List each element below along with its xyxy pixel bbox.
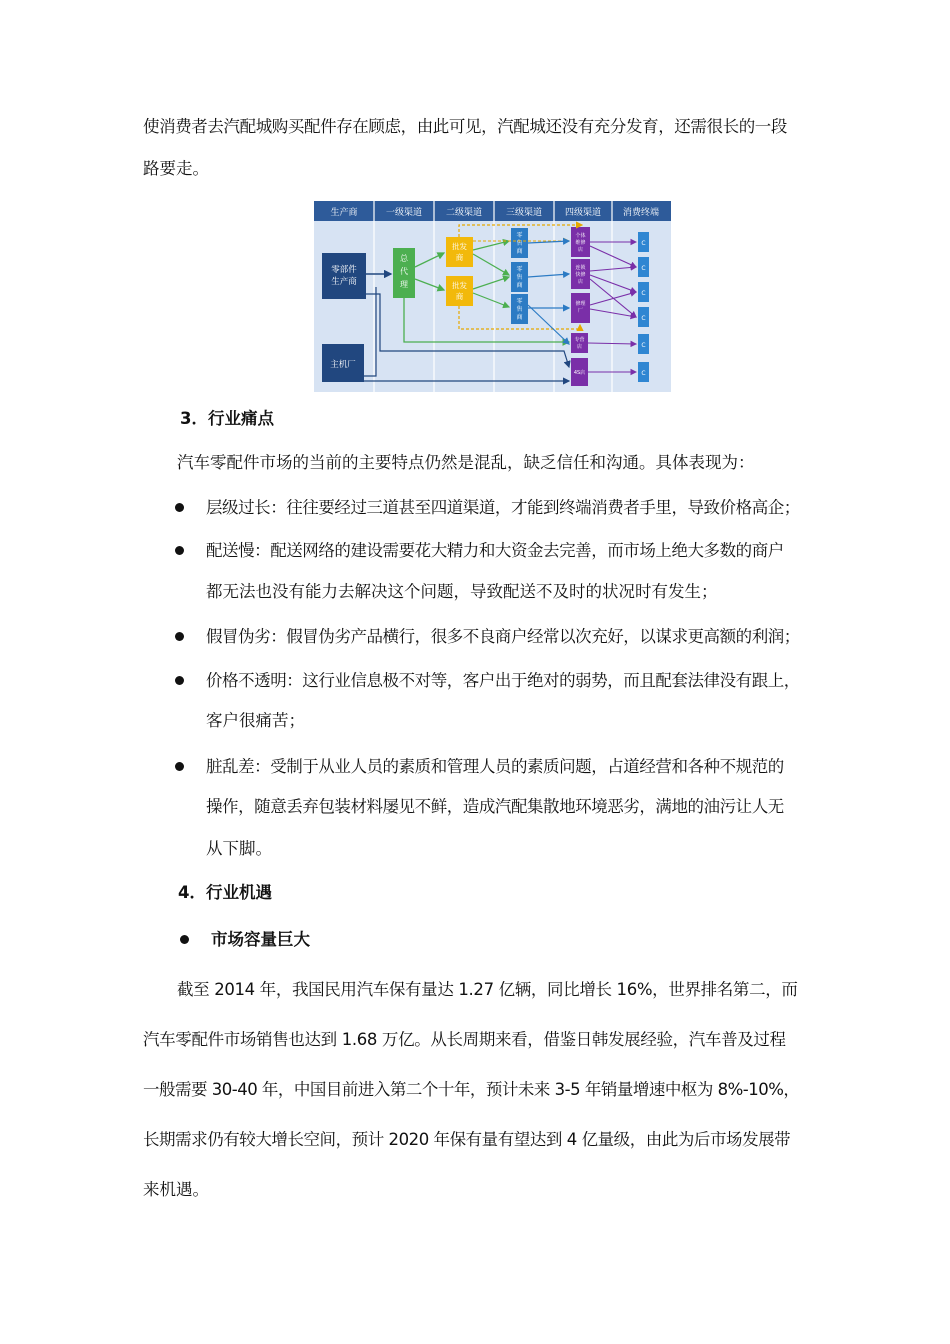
svg-text:C: C [641,240,646,247]
section3-title: 3．行业痛点 [180,409,274,428]
svg-text:店: 店 [577,279,584,285]
svg-text:零: 零 [516,298,523,305]
svg-text:零: 零 [516,232,523,239]
svg-text:商: 商 [516,282,523,289]
pain-item-1-line-1: 层级过长：往往要经过三道甚至四道渠道，才能到终端消费者手里，导致价格高企； [206,498,800,517]
svg-text:批发: 批发 [452,281,467,290]
svg-text:专营: 专营 [574,337,585,343]
svg-text:C: C [641,370,646,377]
section4-title: 4．行业机遇 [178,883,272,902]
svg-text:商: 商 [516,314,523,321]
svg-text:连锁: 连锁 [575,265,586,271]
node-oem-label: 主机厂 [330,360,356,370]
svg-text:商: 商 [455,292,464,301]
diagram-header-bar [314,201,671,221]
svg-text:C: C [641,342,646,349]
channel-diagram [314,201,671,392]
svg-text:维修: 维修 [575,240,586,246]
svg-text:商: 商 [516,248,523,255]
svg-text:个体: 个体 [575,233,586,239]
diagram-background [314,201,671,392]
svg-text:代: 代 [400,267,408,276]
svg-text:批发: 批发 [452,242,467,251]
node-parts-producer [322,253,366,299]
bullet-2 [175,546,184,555]
svg-text:店: 店 [577,247,584,253]
section4-para-line-5: 来机遇。 [143,1180,209,1199]
svg-text:厂: 厂 [577,308,584,314]
svg-text:售: 售 [516,240,523,247]
pain-item-5-line-1: 脏乱差：受制于从业人员的素质和管理人员的素质问题，占道经营和各种不规范的 [206,757,784,776]
bullet-1 [175,503,184,512]
intro-line-1: 使消费者去汽配城购买配件存在顾虑，由此可见，汽配城还没有充分发育，还需很长的一段 [143,117,788,136]
svg-text:4S店: 4S店 [573,370,586,376]
pain-item-3-line-1: 假冒伪劣：假冒伪劣产品横行，很多不良商户经常以次充好，以谋求更高额的利润； [206,627,800,646]
svg-text:快修: 快修 [575,272,586,278]
pain-item-2-line-2: 都无法也没有能力去解决这个问题，导致配送不及时的状况时有发生； [206,582,718,601]
section4-para-line-3: 一般需要 30-40 年，中国目前进入第二个十年，预计未来 3-5 年销量增速中枢为 8%-10%， [143,1080,800,1099]
section4-para-line-4: 长期需求仍有较大增长空间，预计 2020 年保有量有望达到 4 亿量级，由此为后市场发展带 [143,1130,791,1149]
node-parts-producer-label-1: 零部件 [331,265,357,275]
bullet-4 [175,676,184,685]
svg-text:C: C [641,290,646,297]
bullet-opportunity [180,935,189,944]
bullet-3 [175,632,184,641]
section4-para-line-1: 截至 2014 年，我国民用汽车保有量达 1.27 亿辆，同比增长 16%，世界排名第二，而 [177,980,798,999]
header-consumer: 消费终端 [622,208,660,218]
pain-item-4-line-2: 客户很痛苦； [206,711,305,730]
header-tier2: 二级渠道 [445,208,483,218]
section3-intro: 汽车零配件市场的当前的主要特点仍然是混乱，缺乏信任和沟通。具体表现为： [177,453,755,472]
svg-text:修理: 修理 [575,301,586,307]
header-tier4: 四级渠道 [564,208,602,218]
bullet-5 [175,762,184,771]
svg-text:零: 零 [516,266,523,273]
header-tier1: 一级渠道 [385,208,423,218]
svg-text:售: 售 [516,306,523,313]
pain-item-5-line-3: 从下脚。 [206,839,272,858]
svg-text:商: 商 [455,253,464,262]
svg-text:总: 总 [400,254,408,263]
section4-subtitle: 市场容量巨大 [211,930,310,949]
section4-para-line-2: 汽车零配件市场销售也达到 1.68 万亿。从长周期来看，借鉴日韩发展经验，汽车普及过程 [143,1030,786,1049]
pain-item-4-line-1: 价格不透明：这行业信息极不对等，客户出于绝对的弱势，而且配套法律没有跟上， [206,671,800,690]
pain-item-5-line-2: 操作，随意丢弃包装材料屡见不鲜，造成汽配集散地环境恶劣，满地的油污让人无 [206,797,784,816]
svg-text:理: 理 [400,280,408,289]
header-tier3: 三级渠道 [505,208,543,218]
pain-item-2-line-1: 配送慢：配送网络的建设需要花大精力和大资金去完善，而市场上绝大多数的商户 [206,541,784,560]
svg-text:售: 售 [516,274,523,281]
node-parts-producer-label-2: 生产商 [331,277,357,287]
header-producer: 生产商 [330,208,358,218]
intro-line-2: 路要走。 [143,159,209,178]
node-specialty-store [571,333,588,353]
svg-text:C: C [641,265,646,272]
svg-text:店: 店 [576,344,583,350]
svg-text:C: C [641,315,646,322]
